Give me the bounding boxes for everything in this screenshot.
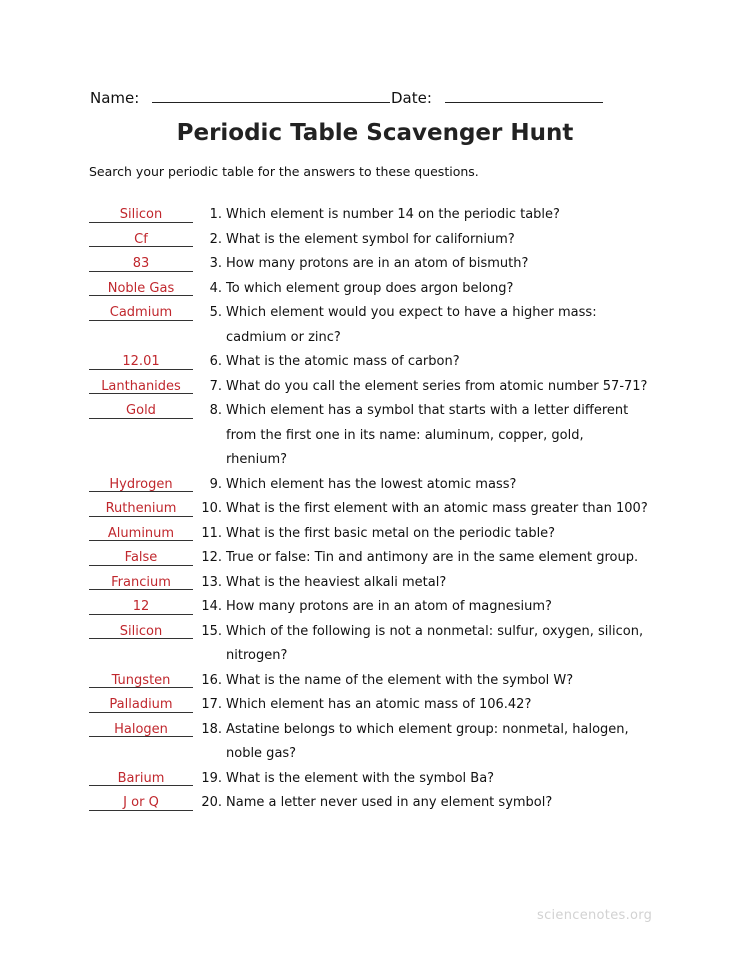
question-text [222, 571, 689, 596]
question-item [89, 350, 689, 375]
answer-text: J or Q [89, 791, 193, 816]
question-item [89, 595, 689, 620]
question-number: 19. [201, 770, 222, 786]
answer-text: Barium [89, 767, 193, 792]
question-text-line: How many protons are in an atom of magnesium? [226, 599, 552, 614]
question-item [89, 791, 689, 816]
question-item [89, 399, 689, 473]
answer-text: Hydrogen [89, 473, 193, 498]
question-text-line: How many protons are in an atom of bismuth? [226, 256, 529, 271]
question-text [222, 375, 689, 400]
question-text-line: What do you call the element series from atomic number 57-71? [226, 378, 648, 394]
question-number: 6. [209, 354, 222, 369]
answer-text: Noble Gas [89, 277, 193, 302]
question-text [222, 522, 689, 547]
question-text [222, 669, 689, 694]
question-number: 7. [209, 378, 222, 394]
question-text [222, 693, 689, 718]
question-item [89, 473, 689, 498]
answer-text: Aluminum [89, 522, 193, 547]
question-text-line: cadmium or zinc? [226, 329, 341, 345]
question-text-line: Which element has an atomic mass of 106.42? [226, 697, 532, 712]
question-text [222, 546, 689, 571]
answer-text: 83 [89, 252, 193, 277]
question-item [89, 571, 689, 596]
question-text-line: To which element group does argon belong? [226, 280, 514, 296]
answer-text: Palladium [89, 693, 193, 718]
question-text-line: Which of the following is not a nonmetal: sulfur, oxygen, silicon, [226, 623, 644, 639]
question-item [89, 767, 689, 792]
name-blank-line [152, 88, 390, 103]
question-number: 17. [201, 697, 222, 712]
answer-text: Silicon [89, 620, 193, 645]
question-item [89, 546, 689, 571]
question-item [89, 669, 689, 694]
answer-text: Halogen [89, 718, 193, 743]
question-item [89, 277, 689, 302]
question-text-line: What is the first basic metal on the periodic table? [226, 525, 556, 541]
name-field [90, 88, 390, 107]
answer-text: Tungsten [89, 669, 193, 694]
question-text-line: rhenium? [226, 452, 288, 467]
question-text-line: What is the element symbol for californium? [226, 231, 515, 247]
question-text-line: True or false: Tin and antimony are in the same element group. [226, 550, 639, 565]
question-item [89, 203, 689, 228]
question-text-line: nitrogen? [226, 648, 288, 663]
question-item [89, 375, 689, 400]
question-item [89, 301, 689, 350]
question-text [222, 620, 689, 669]
question-text-line: Which element has a symbol that starts with a letter different [226, 403, 629, 418]
footer-watermark: sciencenotes.org [537, 908, 653, 923]
instructions: Search your periodic table for the answers to these questions. [89, 164, 479, 179]
answer-text: False [89, 546, 193, 571]
question-text-line: Astatine belongs to which element group: nonmetal, halogen, [226, 721, 629, 737]
question-text-line: Which element would you expect to have a higher mass: [226, 305, 597, 320]
question-text [222, 399, 689, 473]
page-title: Periodic Table Scavenger Hunt [176, 120, 574, 146]
question-number: 4. [209, 280, 222, 296]
question-item [89, 252, 689, 277]
question-text-line: Name a letter never used in any element symbol? [226, 795, 553, 810]
question-item [89, 718, 689, 767]
question-text [222, 767, 689, 792]
question-number: 16. [201, 672, 222, 688]
name-label: Name: [90, 89, 140, 107]
date-label: Date: [391, 89, 432, 107]
question-text [222, 791, 689, 816]
question-number: 2. [209, 231, 222, 247]
question-number: 1. [209, 207, 222, 222]
question-number: 20. [201, 795, 222, 810]
answer-text: 12 [89, 595, 193, 620]
question-number: 10. [201, 501, 222, 516]
question-text [222, 252, 689, 277]
question-number: 11. [201, 525, 222, 541]
question-number: 18. [201, 721, 222, 737]
question-text-line: What is the element with the symbol Ba? [226, 770, 495, 786]
question-item [89, 228, 689, 253]
question-number: 3. [209, 256, 222, 271]
answer-text: Gold [89, 399, 193, 424]
question-number: 8. [209, 403, 222, 418]
answer-text: Lanthanides [89, 375, 193, 400]
question-number: 13. [201, 574, 222, 590]
question-text [222, 203, 689, 228]
answer-text: Ruthenium [89, 497, 193, 522]
answer-text: Silicon [89, 203, 193, 228]
answer-text: Francium [89, 571, 193, 596]
question-text [222, 473, 689, 498]
question-text [222, 228, 689, 253]
question-number: 12. [201, 550, 222, 565]
question-text-line: What is the first element with an atomic mass greater than 100? [226, 501, 648, 516]
question-item [89, 497, 689, 522]
question-text [222, 718, 689, 767]
question-text [222, 277, 689, 302]
question-text-line: What is the name of the element with the symbol W? [226, 672, 574, 688]
question-list [89, 203, 689, 816]
question-number: 14. [201, 599, 222, 614]
question-text [222, 301, 689, 350]
question-text-line: Which element is number 14 on the periodic table? [226, 207, 560, 222]
question-number: 9. [209, 476, 222, 492]
question-text [222, 497, 689, 522]
answer-text: Cadmium [89, 301, 193, 326]
question-text-line: What is the atomic mass of carbon? [226, 354, 460, 369]
question-number: 5. [209, 305, 222, 320]
answer-text: 12.01 [89, 350, 193, 375]
question-text-line: Which element has the lowest atomic mass? [226, 476, 517, 492]
question-text-line: noble gas? [226, 746, 297, 761]
question-text [222, 350, 689, 375]
question-item [89, 620, 689, 669]
date-field [391, 88, 603, 107]
question-text-line: from the first one in its name: aluminum, copper, gold, [226, 427, 584, 443]
question-item [89, 522, 689, 547]
question-item [89, 693, 689, 718]
question-number: 15. [201, 623, 222, 639]
answer-text: Cf [89, 228, 193, 253]
question-text [222, 595, 689, 620]
date-blank-line [445, 88, 603, 103]
question-text-line: What is the heaviest alkali metal? [226, 574, 447, 590]
